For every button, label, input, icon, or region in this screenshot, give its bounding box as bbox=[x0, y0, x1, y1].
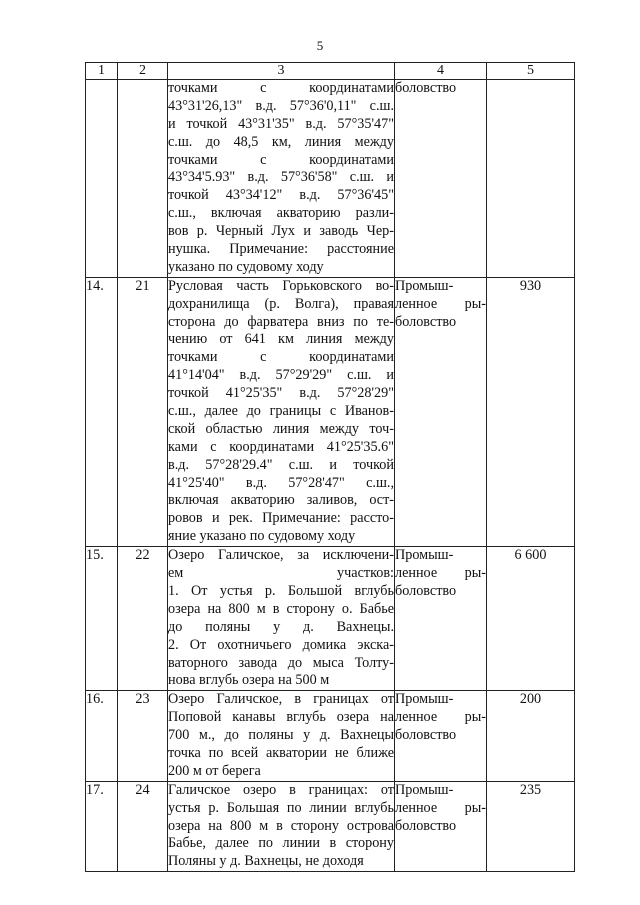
row-number bbox=[86, 80, 118, 278]
area-size: 235 bbox=[487, 781, 575, 871]
description-line: 200 м от берега bbox=[168, 762, 261, 779]
usage-type bbox=[395, 277, 487, 546]
row-number: 17. bbox=[86, 781, 118, 871]
description-line: 2. От охотничьего домика экска- bbox=[168, 636, 394, 653]
area-size: 200 bbox=[487, 691, 575, 781]
description-line: точка по всей акватории не ближе bbox=[168, 744, 394, 761]
description-line: в.д. 57°28'29.4" с.ш. и точкой bbox=[168, 456, 394, 473]
description-line: и точкой 43°31'35" в.д. 57°35'47" bbox=[168, 115, 394, 132]
description-line: 43°31'26,13" в.д. 57°36'0,11" с.ш. bbox=[168, 97, 394, 114]
area-size bbox=[487, 80, 575, 278]
description-line: чению от 641 км линия между bbox=[168, 331, 394, 348]
description-line: 1. От устья р. Большой вглубь bbox=[168, 582, 394, 599]
usage-line: боловство bbox=[395, 817, 457, 834]
usage-line: ленное ры- bbox=[395, 295, 486, 312]
description-line: Русловая часть Горьковского во- bbox=[168, 277, 394, 294]
description-line: ками с координатами 41°25'35.6" bbox=[168, 438, 394, 455]
description-line: ской областью линия между точ- bbox=[168, 420, 394, 437]
description-line: 41°14'04" в.д. 57°29'29" с.ш. и bbox=[168, 367, 394, 384]
table-header-row bbox=[86, 63, 575, 80]
fishing-areas-table bbox=[85, 62, 575, 872]
usage-line: боловство bbox=[395, 582, 457, 599]
area-description bbox=[168, 277, 395, 546]
area-number: 24 bbox=[118, 781, 168, 871]
description-line: нова вглубь озера на 500 м bbox=[168, 672, 330, 689]
description-line: Галичское озеро в границах: от bbox=[168, 781, 394, 798]
description-line: до поляны у д. Вахнецы. bbox=[168, 618, 394, 635]
description-line: Поповой канавы вглубь озера на bbox=[168, 709, 394, 726]
table-row bbox=[86, 691, 575, 781]
row-number: 14. bbox=[86, 277, 118, 546]
description-line: Поляны у д. Вахнецы, не доходя bbox=[168, 853, 364, 870]
description-line: включая акваторию заливов, ост- bbox=[168, 492, 394, 509]
header-col-4: 4 bbox=[395, 63, 487, 80]
description-line: Озеро Галичское, в границах от bbox=[168, 691, 394, 708]
row-number: 15. bbox=[86, 547, 118, 691]
description-line: ем участков: bbox=[168, 565, 394, 582]
header-col-3: 3 bbox=[168, 63, 395, 80]
description-line: озера на 800 м в сторону острова bbox=[168, 817, 394, 834]
area-number: 23 bbox=[118, 691, 168, 781]
description-line: точками с координатами bbox=[168, 349, 394, 366]
header-col-1: 1 bbox=[86, 63, 118, 80]
usage-line: боловство bbox=[395, 727, 457, 744]
description-line: 43°34'5.93" в.д. 57°36'58" с.ш. и bbox=[168, 169, 394, 186]
usage-type bbox=[395, 547, 487, 691]
usage-line: ленное ры- bbox=[395, 565, 486, 582]
description-line: точкой 41°25'35" в.д. 57°28'29" bbox=[168, 385, 394, 402]
area-description bbox=[168, 781, 395, 871]
area-size: 930 bbox=[487, 277, 575, 546]
table-row bbox=[86, 547, 575, 691]
table-body bbox=[86, 80, 575, 872]
usage-line: боловство bbox=[395, 313, 457, 330]
usage-line: Промыш- bbox=[395, 781, 454, 798]
description-line: точкой 43°34'12" в.д. 57°36'45" bbox=[168, 187, 394, 204]
area-number: 21 bbox=[118, 277, 168, 546]
area-description bbox=[168, 547, 395, 691]
description-line: 700 м., до поляны у д. Вахнецы bbox=[168, 727, 394, 744]
description-line: дохранилища (р. Волга), правая bbox=[168, 295, 394, 312]
table-row bbox=[86, 80, 575, 278]
description-line: нушка. Примечание: расстояние bbox=[168, 241, 394, 258]
usage-line: ленное ры- bbox=[395, 709, 486, 726]
description-line: точками с координатами bbox=[168, 80, 394, 96]
usage-line: Промыш- bbox=[395, 547, 454, 564]
usage-type bbox=[395, 781, 487, 871]
description-line: 41°25'40" в.д. 57°28'47" с.ш., bbox=[168, 474, 394, 491]
row-number: 16. bbox=[86, 691, 118, 781]
description-line: устья р. Большая по линии вглубь bbox=[168, 799, 394, 816]
description-line: Озеро Галичское, за исключени- bbox=[168, 547, 394, 564]
description-line: указано по судовому ходу bbox=[168, 258, 324, 275]
area-description bbox=[168, 80, 395, 278]
table-row bbox=[86, 277, 575, 546]
description-line: с.ш. до 48,5 км, линия между bbox=[168, 133, 394, 150]
description-line: озера на 800 м в сторону о. Бабье bbox=[168, 600, 394, 617]
description-line: ваторного завода до мыса Толту- bbox=[168, 654, 394, 671]
description-line: Бабье, далее по линии в сторону bbox=[168, 835, 394, 852]
area-description bbox=[168, 691, 395, 781]
header-col-2: 2 bbox=[118, 63, 168, 80]
area-number: 22 bbox=[118, 547, 168, 691]
description-line: с.ш., включая акваторию разли- bbox=[168, 205, 394, 222]
header-col-5: 5 bbox=[487, 63, 575, 80]
usage-type bbox=[395, 691, 487, 781]
description-line: вов р. Черный Лух и заводь Чер- bbox=[168, 223, 394, 240]
description-line: яние указано по судовому ходу bbox=[168, 528, 356, 545]
description-line: точками с координатами bbox=[168, 151, 394, 168]
page-number: 5 bbox=[316, 38, 324, 53]
usage-line: Промыш- bbox=[395, 691, 454, 708]
usage-line: ленное ры- bbox=[395, 799, 486, 816]
usage-type bbox=[395, 80, 487, 278]
area-number bbox=[118, 80, 168, 278]
area-size: 6 600 bbox=[487, 547, 575, 691]
description-line: сторона до фарватера вниз по те- bbox=[168, 313, 394, 330]
table-row bbox=[86, 781, 575, 871]
usage-line: боловство bbox=[395, 80, 457, 96]
usage-line: Промыш- bbox=[395, 277, 454, 294]
description-line: с.ш., далее до границы с Иванов- bbox=[168, 403, 394, 420]
description-line: ровов и рек. Примечание: рассто- bbox=[168, 510, 394, 527]
